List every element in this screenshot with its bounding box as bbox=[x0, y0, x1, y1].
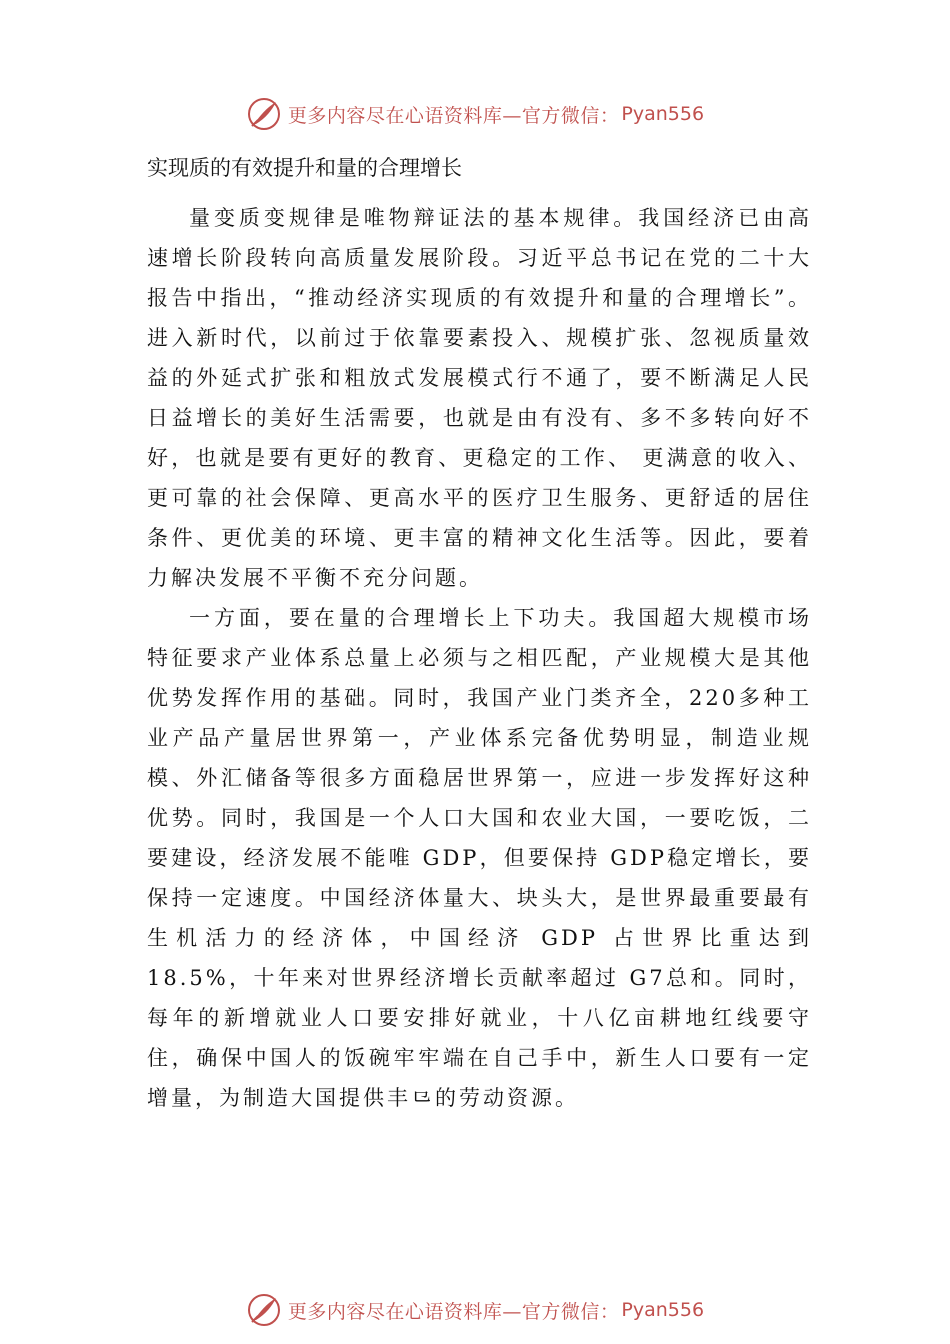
quill-pen-logo-icon bbox=[246, 1292, 282, 1328]
footer-banner-text: 更多内容尽在心语资料库—官方微信： bbox=[287, 1300, 620, 1323]
quill-pen-logo-icon bbox=[246, 96, 282, 132]
document-body bbox=[147, 148, 812, 1118]
paragraph-1: 量变质变规律是唯物辩证法的基本规律。我国经济已由高速增长阶段转向高质量发展阶段。习近平总书记在党的二十大报告中指出，“推动经济实现质的有效提升和量的合理增长”。进入新时代，以前过于依靠要素投入、规模扩张、忽视质量效益的外延式扩张和粗放式发展模式行不通了，要不断满足人民日益增长的美好生活需要，也就是由有没有、多不多转向好不好，也就是要有更好的教育、更稳定的工作、 更满意的收入、更可靠的社会保障、更高水平的医疗卫生服务、更舒适的居住条件、更优美的环境、更丰富的精神文化生活等。因此，要着力解决发展不平衡不充分问题。 bbox=[147, 206, 812, 590]
header-banner-text: 更多内容尽在心语资料库—官方微信： bbox=[287, 104, 620, 127]
footer-wechat-id: Pyan556 bbox=[621, 1299, 705, 1321]
header-banner bbox=[0, 94, 950, 134]
paragraph-2: 一方面，要在量的合理增长上下功夫。我国超大规模市场特征要求产业体系总量上必须与之相匹配，产业规模大是其他优势发挥作用的基础。同时，我国产业门类齐全，220多种工业产品产量居世界第一，产业体系完备优势明显，制造业规模、外汇储备等很多方面稳居世界第一，应进一步发挥好这种优势。同时，我国是一个人口大国和农业大国，一要吃饭，二要建设，经济发展不能唯 GDP，但要保持 GDP稳定增长，要保持一定速度。中国经济体量大、块头大，是世界最重要最有生机活力的经济体，中国经济 GDP 占世界比重达到 18.5%，十年来对世界经济增长贡献率超过 G7总和。同时，每年的新增就业人口要安排好就业，十八亿亩耕地红线要守住，确保中国人的饭碗牢牢端在自己手中，新生人口要有一定增量，为制造大国提供丰⺋的劳动资源。 bbox=[147, 606, 812, 1110]
footer-banner bbox=[0, 1290, 950, 1330]
document-title: 实现质的有效提升和量的合理增长 bbox=[147, 156, 462, 180]
header-wechat-id: Pyan556 bbox=[621, 103, 705, 125]
